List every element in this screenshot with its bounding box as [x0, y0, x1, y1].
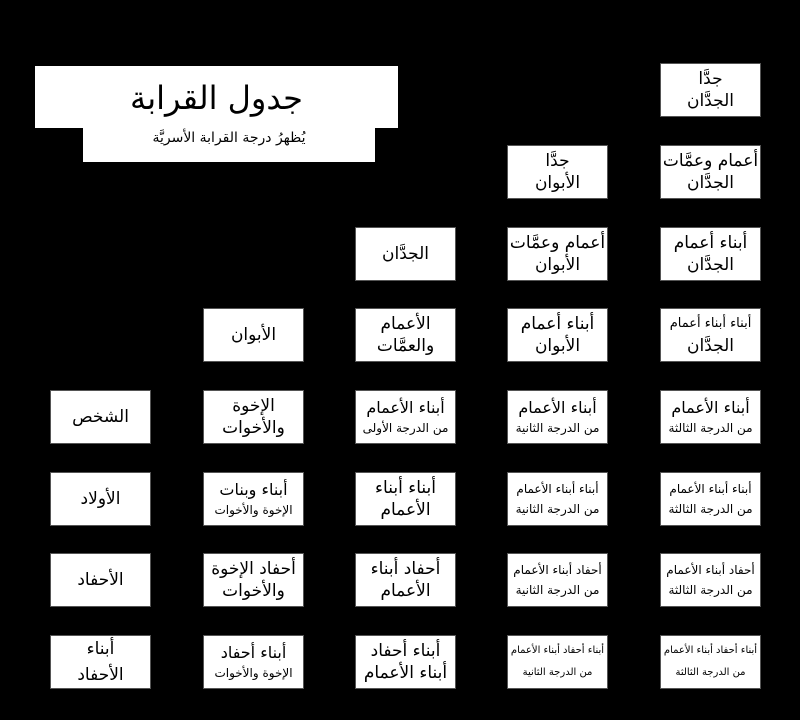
cell-label-line2: الأعمام [380, 581, 431, 601]
cell-label-line2: والأخوات [222, 418, 285, 438]
column-parents-cell [203, 390, 304, 444]
cell-label-line1: الإخوة [232, 396, 275, 416]
column-great-great-grandparents-cell [660, 390, 761, 444]
cell-label-line1: أعمام وعمَّات [509, 233, 606, 253]
cell-label-line2: الأبوان [534, 336, 581, 356]
cell-label-line2: والعمَّات [376, 336, 435, 356]
cell-label-line1: أبناء أبناء أعمام [669, 316, 752, 331]
cell-label-line2: الإخوة والأخوات [214, 666, 293, 680]
column-great-grandparents-cell [507, 227, 608, 281]
cell-label-line1: أبناء أعمام [673, 233, 748, 253]
column-great-great-grandparents-cell [660, 227, 761, 281]
column-self-cell [50, 635, 151, 689]
column-parents-cell [203, 308, 304, 362]
cell-label-line2: من الدرجة الثالثة [675, 667, 746, 678]
column-great-great-grandparents-cell [660, 472, 761, 526]
cell-label-line2: أبناء الأعمام [363, 663, 448, 683]
cell-label-line2: الأعمام [380, 500, 431, 520]
column-parents-cell [203, 472, 304, 526]
column-great-grandparents-cell [507, 553, 608, 607]
diagram-subtitle: يُظهرُ درجة القرابة الأسريَّة [152, 130, 306, 146]
column-grandparents-cell [355, 227, 456, 281]
column-parents-cell [203, 553, 304, 607]
cell-label-line2: من الدرجة الثانية [515, 421, 600, 435]
column-great-great-grandparents-cell [660, 145, 761, 199]
cell-label-line1: أبناء الأعمام [518, 398, 597, 417]
column-great-grandparents-cell [507, 145, 608, 199]
column-grandparents-cell [355, 308, 456, 362]
cell-label-line1: أبناء أحفاد [220, 643, 287, 662]
column-great-great-grandparents-cell [660, 63, 761, 117]
cell-label-line1: أبناء أحفاد [370, 641, 441, 661]
cell-label-line2: من الدرجة الثانية [522, 667, 593, 678]
cell-label-line2: الأبوان [534, 173, 581, 193]
column-great-great-grandparents-cell [660, 308, 761, 362]
cell-label-line2: الأبوان [534, 255, 581, 275]
column-great-great-grandparents-cell [660, 553, 761, 607]
cell-label-line1: الأولاد [80, 489, 121, 509]
cell-label-line1: أحفاد الإخوة [211, 559, 296, 579]
cell-label-line1: جدَّا [545, 151, 570, 171]
cell-label-line1: أبناء أبناء الأعمام [516, 482, 599, 496]
cell-label-line2: والأخوات [222, 581, 285, 601]
column-grandparents-cell [355, 390, 456, 444]
cell-label-line2: الإخوة والأخوات [214, 503, 293, 517]
column-great-grandparents-cell [507, 390, 608, 444]
cell-label-line2: الأحفاد [77, 665, 124, 685]
column-self-cell [50, 553, 151, 607]
cell-label-line2: من الدرجة الثالثة [668, 583, 753, 597]
column-great-grandparents-cell [507, 308, 608, 362]
column-great-grandparents-cell [507, 635, 608, 689]
cell-label-line1: أبناء الأعمام [366, 398, 445, 417]
diagram-title: جدول القرابة [130, 79, 303, 117]
cell-label-line1: أبناء الأعمام [671, 398, 750, 417]
cell-label-line1: أبناء أبناء الأعمام [669, 482, 752, 496]
cell-label-line1: الأعمام [380, 314, 431, 334]
cell-label-line1: أبناء [86, 639, 115, 659]
column-great-grandparents-cell [507, 472, 608, 526]
column-self-cell [50, 390, 151, 444]
column-grandparents-cell [355, 635, 456, 689]
cell-label-line1: الأبوان [230, 325, 277, 345]
cell-label-line1: أبناء أبناء [375, 478, 436, 498]
cell-label-line2: الجدَّان [687, 91, 735, 111]
cell-label-line1: جدَّا [698, 69, 723, 89]
cell-label-line2: من الدرجة الأولى [362, 421, 449, 435]
column-self-cell [50, 472, 151, 526]
cell-label-line1: أبناء أحفاد أبناء الأعمام [510, 645, 605, 656]
column-great-great-grandparents-cell [660, 635, 761, 689]
cell-label-line2: الجدَّان [687, 336, 735, 356]
cell-label-line2: الجدَّان [687, 255, 735, 275]
cell-label-line2: من الدرجة الثالثة [668, 421, 753, 435]
column-grandparents-cell [355, 472, 456, 526]
cell-label-line1: الجدَّان [382, 244, 430, 264]
cell-label-line2: من الدرجة الثانية [515, 583, 600, 597]
cell-label-line1: أحفاد أبناء الأعمام [666, 563, 755, 577]
cell-label-line1: الشخص [72, 407, 129, 427]
cell-label-line1: أبناء أعمام [520, 314, 595, 334]
cell-label-line2: من الدرجة الثالثة [668, 502, 753, 516]
column-parents-cell [203, 635, 304, 689]
cell-label-line1: أبناء وبنات [219, 480, 288, 499]
cell-label-line1: أعمام وعمَّات [662, 151, 759, 171]
column-grandparents-cell [355, 553, 456, 607]
cell-label-line1: أحفاد أبناء [370, 559, 441, 579]
cell-label-line2: الجدَّان [687, 173, 735, 193]
cell-label-line1: أحفاد أبناء الأعمام [513, 563, 602, 577]
cell-label-line1: الأحفاد [77, 570, 124, 590]
cell-label-line1: أبناء أحفاد أبناء الأعمام [663, 645, 758, 656]
cell-label-line2: من الدرجة الثانية [515, 502, 600, 516]
